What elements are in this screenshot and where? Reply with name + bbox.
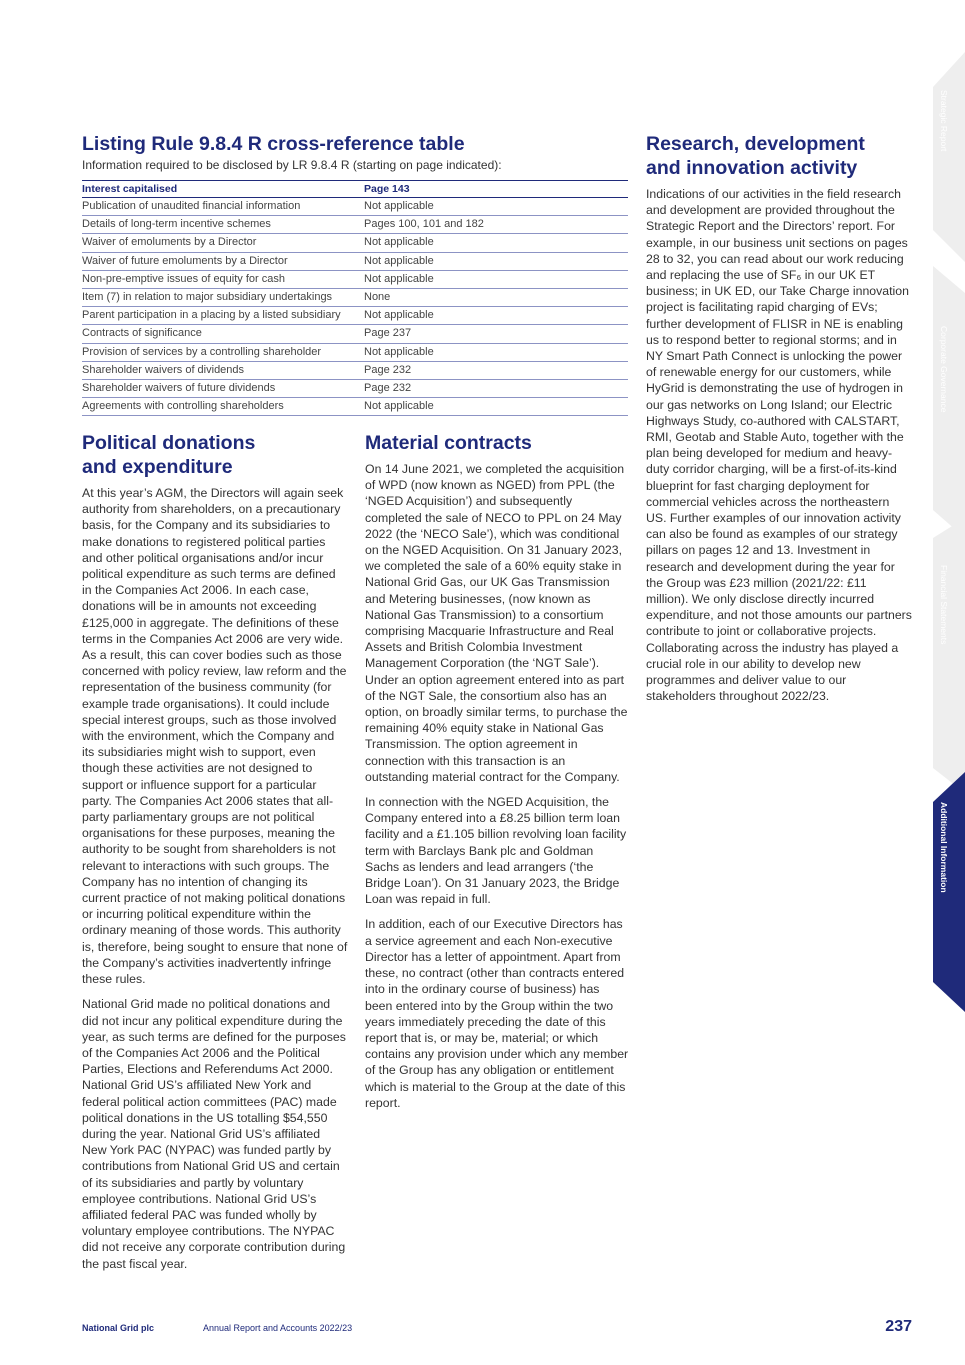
title-line: Research, development [646,133,865,155]
political-donations-section [82,431,348,1281]
tab-shape [933,248,965,538]
table-cell: Not applicable [364,234,628,252]
table-row [82,398,628,416]
table-row [82,343,628,361]
table-cell: Not applicable [364,198,628,216]
table-cell: Page 232 [364,361,628,379]
table-cell: Item (7) in relation to major subsidiary undertakings [82,288,364,306]
table-row [82,307,628,325]
table-cell: Parent participation in a placing by a listed subsidiary [82,307,364,325]
listing-rule-subtitle: Information required to be disclosed by LR 9.8.4 R (starting on page indicated): [82,158,502,172]
side-tab-additional-information[interactable] [933,772,965,1012]
table-row [82,361,628,379]
page-number: 237 [885,1318,912,1335]
tab-label: Additional Information [939,802,949,893]
table-cell: Pages 100, 101 and 182 [364,216,628,234]
material-contracts-title: Material contracts [365,432,532,454]
tab-label: Strategic Report [939,90,949,152]
footer-report-title: Annual Report and Accounts 2022/23 [203,1323,353,1333]
table-header-cell: Page 143 [364,181,628,198]
table-cell: Not applicable [364,343,628,361]
table-header-cell: Interest capitalised [82,181,364,198]
side-tab-strategic-report[interactable] [933,52,965,262]
side-tab-corporate-governance[interactable] [933,248,965,538]
table-cell: Not applicable [364,307,628,325]
table-cell: Not applicable [364,398,628,416]
paragraph: On 14 June 2021, we completed the acquisition of WPD (now known as NGED) from PPL (the ‘NGED Acquisition’) and subsequently completed the sale of NECO to PPL on 24 May 2022 (the ‘NECO Sale’), which was conditional on the NGED Acquisition. On 31 January 2023, we completed the sale of a 60% equity stake in National Grid Gas, our UK Gas Transmission and Metering businesses, (now known as National Gas Transmission) to a consortium comprising Macquarie Infrastructure and Real Assets and British Colombia Investment Management Corporation (the ‘NGT Sale’). Under an option agreement entered into as part of the NGT Sale, the consortium also has an option, on broadly similar terms, to purchase the remaining 40% equity stake in National Gas Transmission. The option agreement in connection with this transaction is an outstanding material contract for the Company. [365,462,628,784]
table-row [82,270,628,288]
research-body [646,186,912,705]
table-cell: Not applicable [364,252,628,270]
table-cell: Waiver of emoluments by a Director [82,234,364,252]
table-cell: Agreements with controlling shareholders [82,398,364,416]
listing-rule-section [82,132,628,416]
table-cell: Provision of services by a controlling shareholder [82,343,364,361]
table-cell: Non-pre-emptive issues of equity for cash [82,270,364,288]
table-row [82,379,628,397]
research-title [646,132,912,180]
political-donations-body [82,485,348,1272]
table-row [82,252,628,270]
title-line: Political donations [82,432,256,454]
tab-label: Financial Statements [939,565,949,645]
title-line: and expenditure [82,456,233,478]
table-cell: None [364,288,628,306]
paragraph: Indications of our activities in the field research and development are provided throughout the Strategic Report and the Directors’ report. For example, in our business unit sections on pages 28 to 32, you can read about our work reducing and replacing the use of SF₆ in our UK ET business; in UK ED, our Take Charge innovation project is facilitating rapid charging of EVs; further development of FLISR in NE is enabling us to respond better to regional storms; and in NY Smart Path Connect is unlocking the power of renewable energy for our customers, while HyGrid is demonstrating the use of hydrogen in our gas networks on Long Island; our Electric Highways Study, co-authored with CALSTART, RMI, Geotab and Stable Auto, together with the plan being developed for medium and heavy-duty corridor charging, will be a first-of-its-kind blueprint for fast charging deployment for commercial vehicles across the northeastern US. Further examples of our innovation activity can also be found as examples of our strategy pillars on pages 12 and 13. Investment in research and development during the year for the Group was £23 million (2021/22: £11 million). We only disclose directly incurred expenditure, and not those amounts our partners contribute to joint or collaborative projects. Collaborating across the industry has played a crucial role in our ability to develop new programmes and deliver value to our stakeholders throughout 2022/23. [646,187,912,704]
political-donations-title [82,431,348,479]
listing-rule-title: Listing Rule 9.8.4 R cross-reference table [82,133,465,155]
table-cell: Not applicable [364,270,628,288]
table-cell: Waiver of future emoluments by a Director [82,252,364,270]
research-section [646,132,912,714]
table-row [82,288,628,306]
table-cell: Publication of unaudited financial information [82,198,364,216]
paragraph: In connection with the NGED Acquisition, the Company entered into a £8.25 billion term loan facility and a £1.105 billion revolving loan facility term with Barclays Bank plc and Goldman Sachs as lenders and lead arrangers (‘the Bridge Loan’). On 31 January 2023, the Bridge Loan was repaid in full. [365,795,627,907]
table-cell: Page 232 [364,379,628,397]
cross-reference-table [82,180,628,416]
tab-label: Corporate Governance [939,326,949,413]
table-cell: Page 237 [364,325,628,343]
table-header-row [82,181,628,198]
tab-shape [933,52,965,262]
table-row [82,216,628,234]
page-footer [82,1318,912,1338]
table-cell: Contracts of significance [82,325,364,343]
table-row [82,198,628,216]
paragraph: National Grid made no political donations and did not incur any political expenditure during the year, as such terms are defined for the purposes of the Companies Act 2006 and the Political Parties, Elections and Referendums Act 2000. National Grid US’s affiliated New York and federal political action committees (PAC) made political donations in the US totalling $54,550 during the year. National Grid US’s affiliated New York PAC (NYPAC) was funded partly by contributions from National Grid US and certain of its subsidiaries and partly by voluntary employee contributions. National Grid US’s affiliated federal PAC was funded wholly by voluntary employee contributions. The NYPAC did not receive any corporate contribution during the past fiscal year. [82,997,346,1271]
paragraph: In addition, each of our Executive Directors has a service agreement and each Non-executive Director has a letter of appointment. Apart from these, no contract (other than contracts entered into in the ordinary course of business) has been entered into by the Group within the two years immediately preceding the date of this report that is, or may be, material; or which contains any provision under which any member of the Group has any obligation or entitlement which is material to the Group at the date of this report. [365,917,629,1110]
tab-shape [933,518,965,793]
table-row [82,325,628,343]
table-cell: Shareholder waivers of dividends [82,361,364,379]
table-row [82,234,628,252]
tab-shape [933,772,965,1012]
table-cell: Details of long-term incentive schemes [82,216,364,234]
material-contracts-section [365,431,630,1120]
paragraph: At this year’s AGM, the Directors will again seek authority from shareholders, on a precautionary basis, for the Company and its subsidiaries to make donations to registered political parties and other political organisations and/or incur political expenditure as such terms are defined in the Companies Act 2006. In each case, donations will be in amounts not exceeding £125,000 in aggregate. The definitions of these terms in the Companies Act 2006 are very wide. As a result, this can cover bodies such as those concerned with policy review, law reform and the representation of the business community (for example trade organisations). It could include special interest groups, such as those involved with the environment, which the Company and its subsidiaries might wish to support, even though these activities are not designed to support or influence support for a particular party. The Companies Act 2006 states that all-party parliamentary groups are not political organisations for these purposes, meaning the authority to be sought from shareholders is not relevant to interactions with such groups. The Company has no intention of changing its current practice of not making political donations or incurring political expenditure within the ordinary meaning of those words. This authority is, therefore, being sought to ensure that none of the Company’s activities inadvertently infringe these rules. [82,486,348,987]
material-contracts-body [365,461,630,1111]
footer-company: National Grid plc [82,1323,155,1333]
side-tab-financial-statements[interactable] [933,518,965,793]
title-line: and innovation activity [646,157,858,179]
table-cell: Shareholder waivers of future dividends [82,379,364,397]
